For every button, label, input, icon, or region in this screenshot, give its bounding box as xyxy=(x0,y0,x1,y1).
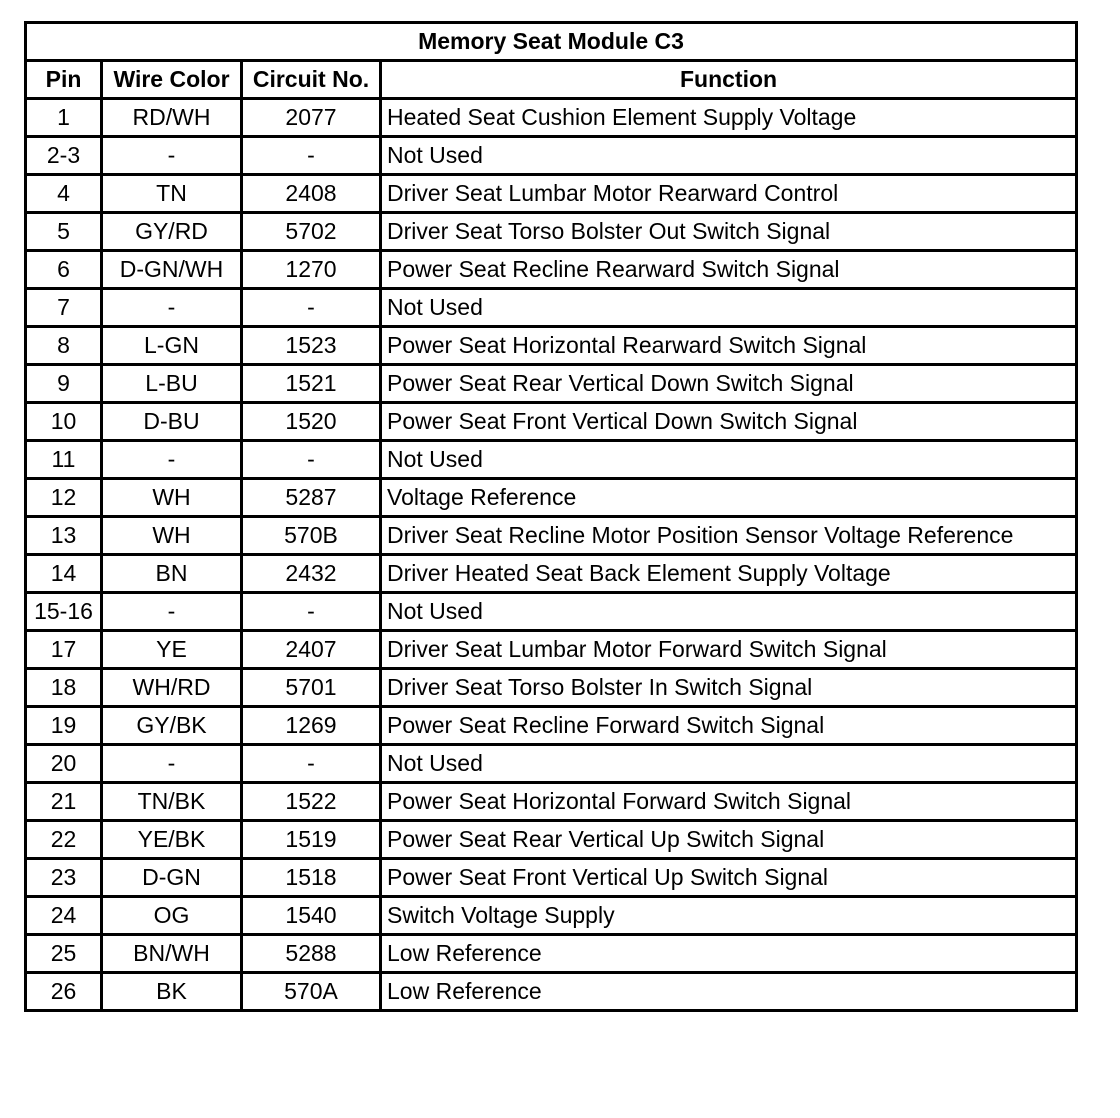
pin-cell: 13 xyxy=(26,517,102,555)
circuit-cell: 1519 xyxy=(242,821,381,859)
pin-cell: 6 xyxy=(26,251,102,289)
wire-color-cell: D-BU xyxy=(102,403,242,441)
wire-color-cell: OG xyxy=(102,897,242,935)
function-cell: Driver Seat Torso Bolster In Switch Signal xyxy=(381,669,1077,707)
pin-cell: 12 xyxy=(26,479,102,517)
table-row xyxy=(26,859,1077,897)
table-row xyxy=(26,441,1077,479)
table-row xyxy=(26,175,1077,213)
table-row xyxy=(26,745,1077,783)
pin-cell: 1 xyxy=(26,99,102,137)
title-row xyxy=(26,23,1077,61)
pin-cell: 11 xyxy=(26,441,102,479)
circuit-cell: 5702 xyxy=(242,213,381,251)
table-row xyxy=(26,669,1077,707)
circuit-cell: 2408 xyxy=(242,175,381,213)
header-circuit-no: Circuit No. xyxy=(242,61,381,99)
pinout-table xyxy=(24,21,1078,1012)
pin-cell: 26 xyxy=(26,973,102,1011)
table-row xyxy=(26,935,1077,973)
pin-cell: 25 xyxy=(26,935,102,973)
wire-color-cell: BN/WH xyxy=(102,935,242,973)
function-cell: Driver Seat Torso Bolster Out Switch Signal xyxy=(381,213,1077,251)
function-cell: Power Seat Rear Vertical Down Switch Signal xyxy=(381,365,1077,403)
circuit-cell: 1518 xyxy=(242,859,381,897)
table-row xyxy=(26,593,1077,631)
function-cell: Not Used xyxy=(381,137,1077,175)
circuit-cell: 2407 xyxy=(242,631,381,669)
function-cell: Voltage Reference xyxy=(381,479,1077,517)
circuit-cell: 1540 xyxy=(242,897,381,935)
header-wire-color: Wire Color xyxy=(102,61,242,99)
circuit-cell: - xyxy=(242,441,381,479)
circuit-cell: 5287 xyxy=(242,479,381,517)
function-cell: Power Seat Rear Vertical Up Switch Signal xyxy=(381,821,1077,859)
pin-cell: 22 xyxy=(26,821,102,859)
pin-cell: 7 xyxy=(26,289,102,327)
pin-cell: 8 xyxy=(26,327,102,365)
circuit-cell: - xyxy=(242,137,381,175)
circuit-cell: 5288 xyxy=(242,935,381,973)
function-cell: Power Seat Recline Forward Switch Signal xyxy=(381,707,1077,745)
circuit-cell: 1523 xyxy=(242,327,381,365)
function-cell: Not Used xyxy=(381,593,1077,631)
circuit-cell: 570A xyxy=(242,973,381,1011)
table-row xyxy=(26,289,1077,327)
wire-color-cell: WH xyxy=(102,479,242,517)
pin-cell: 23 xyxy=(26,859,102,897)
function-cell: Driver Seat Recline Motor Position Sensor Voltage Reference xyxy=(381,517,1077,555)
wire-color-cell: L-GN xyxy=(102,327,242,365)
pin-cell: 18 xyxy=(26,669,102,707)
table-row xyxy=(26,365,1077,403)
header-function: Function xyxy=(381,61,1077,99)
circuit-cell: - xyxy=(242,593,381,631)
table-row xyxy=(26,99,1077,137)
circuit-cell: 1520 xyxy=(242,403,381,441)
function-cell: Heated Seat Cushion Element Supply Voltage xyxy=(381,99,1077,137)
circuit-cell: - xyxy=(242,745,381,783)
wire-color-cell: WH xyxy=(102,517,242,555)
wire-color-cell: GY/BK xyxy=(102,707,242,745)
wire-color-cell: D-GN xyxy=(102,859,242,897)
table-row xyxy=(26,707,1077,745)
table-row xyxy=(26,973,1077,1011)
table-row xyxy=(26,517,1077,555)
wire-color-cell: - xyxy=(102,441,242,479)
wire-color-cell: - xyxy=(102,593,242,631)
function-cell: Power Seat Horizontal Forward Switch Signal xyxy=(381,783,1077,821)
circuit-cell: 1522 xyxy=(242,783,381,821)
wire-color-cell: D-GN/WH xyxy=(102,251,242,289)
function-cell: Driver Heated Seat Back Element Supply Voltage xyxy=(381,555,1077,593)
pin-cell: 2-3 xyxy=(26,137,102,175)
circuit-cell: - xyxy=(242,289,381,327)
function-cell: Not Used xyxy=(381,441,1077,479)
circuit-cell: 2077 xyxy=(242,99,381,137)
circuit-cell: 1270 xyxy=(242,251,381,289)
table-row xyxy=(26,631,1077,669)
function-cell: Not Used xyxy=(381,289,1077,327)
table-row xyxy=(26,783,1077,821)
wire-color-cell: L-BU xyxy=(102,365,242,403)
table-body xyxy=(26,99,1077,1011)
wire-color-cell: YE xyxy=(102,631,242,669)
pin-cell: 5 xyxy=(26,213,102,251)
function-cell: Power Seat Horizontal Rearward Switch Signal xyxy=(381,327,1077,365)
pin-cell: 24 xyxy=(26,897,102,935)
function-cell: Driver Seat Lumbar Motor Rearward Control xyxy=(381,175,1077,213)
pin-cell: 20 xyxy=(26,745,102,783)
table-row xyxy=(26,821,1077,859)
pin-cell: 19 xyxy=(26,707,102,745)
wire-color-cell: RD/WH xyxy=(102,99,242,137)
circuit-cell: 1521 xyxy=(242,365,381,403)
pin-cell: 21 xyxy=(26,783,102,821)
circuit-cell: 5701 xyxy=(242,669,381,707)
circuit-cell: 2432 xyxy=(242,555,381,593)
wire-color-cell: TN/BK xyxy=(102,783,242,821)
wire-color-cell: BN xyxy=(102,555,242,593)
pin-cell: 9 xyxy=(26,365,102,403)
function-cell: Switch Voltage Supply xyxy=(381,897,1077,935)
circuit-cell: 1269 xyxy=(242,707,381,745)
pin-cell: 4 xyxy=(26,175,102,213)
function-cell: Not Used xyxy=(381,745,1077,783)
wire-color-cell: BK xyxy=(102,973,242,1011)
function-cell: Driver Seat Lumbar Motor Forward Switch Signal xyxy=(381,631,1077,669)
table-row xyxy=(26,251,1077,289)
function-cell: Low Reference xyxy=(381,973,1077,1011)
header-pin: Pin xyxy=(26,61,102,99)
table-row xyxy=(26,403,1077,441)
pin-cell: 10 xyxy=(26,403,102,441)
wire-color-cell: WH/RD xyxy=(102,669,242,707)
table-row xyxy=(26,213,1077,251)
table-row xyxy=(26,555,1077,593)
circuit-cell: 570B xyxy=(242,517,381,555)
wire-color-cell: - xyxy=(102,289,242,327)
wire-color-cell: - xyxy=(102,137,242,175)
function-cell: Power Seat Front Vertical Up Switch Signal xyxy=(381,859,1077,897)
table-row xyxy=(26,897,1077,935)
function-cell: Power Seat Front Vertical Down Switch Signal xyxy=(381,403,1077,441)
header-row xyxy=(26,61,1077,99)
pin-cell: 14 xyxy=(26,555,102,593)
table-row xyxy=(26,479,1077,517)
wire-color-cell: GY/RD xyxy=(102,213,242,251)
table-title: Memory Seat Module C3 xyxy=(26,23,1077,61)
pin-cell: 15-16 xyxy=(26,593,102,631)
wire-color-cell: TN xyxy=(102,175,242,213)
pin-cell: 17 xyxy=(26,631,102,669)
table-row xyxy=(26,137,1077,175)
function-cell: Power Seat Recline Rearward Switch Signal xyxy=(381,251,1077,289)
wire-color-cell: YE/BK xyxy=(102,821,242,859)
table-row xyxy=(26,327,1077,365)
function-cell: Low Reference xyxy=(381,935,1077,973)
wire-color-cell: - xyxy=(102,745,242,783)
